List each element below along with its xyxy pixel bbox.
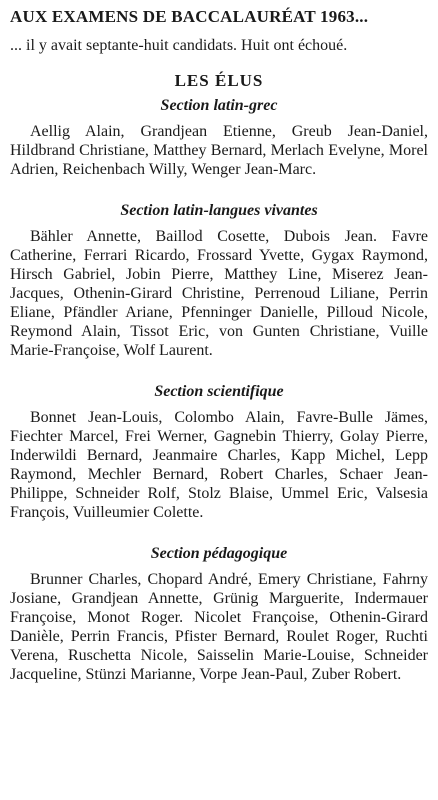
section-title: Section scientifique xyxy=(154,383,284,400)
section-scientifique xyxy=(10,382,428,522)
page-header: AUX EXAMENS DE BACCALAURÉAT 1963... xyxy=(10,7,369,26)
section-pedagogique xyxy=(10,544,428,684)
section-names: Aellig Alain, Grandjean Etienne, Greub Jean-Daniel, Hildbrand Christiane, Matthey Bernard, Merlach Evelyne, Morel Adrien, Reichenbach Willy, Wenger Jean-Marc. xyxy=(10,123,428,178)
section-names: Brunner Charles, Chopard André, Emery Christiane, Fahrny Josiane, Grandjean Annette, Grünig Marguerite, Indermauer Françoise, Monot Roger. Nicolet Françoise, Othenin-Girard Danièle, Perrin Francis, Pfister Bernard, Roulet Roger, Ruchti Verena, Ruschetta Nicole, Saisselin Marie-Louise, Schneider Jacqueline, Stünzi Marianne, Vorpe Jean-Paul, Zuber Robert. xyxy=(10,571,428,683)
intro-paragraph: ... il y avait septante-huit candidats. Huit ont échoué. xyxy=(10,37,348,54)
section-title: Section latin-grec xyxy=(160,97,278,114)
section-latin-grec xyxy=(10,96,428,179)
section-title: Section latin-langues vivantes xyxy=(120,202,318,219)
elus-heading: LES ÉLUS xyxy=(174,71,264,90)
section-title: Section pédagogique xyxy=(150,545,288,562)
section-names: Bonnet Jean-Louis, Colombo Alain, Favre-Bulle Jämes, Fiechter Marcel, Frei Werner, Gagnebin Thierry, Golay Pierre, Inderwildi Bernard, Jeanmaire Charles, Kapp Michel, Lepp Raymond, Mechler Bernard, Robert Charles, Schaer Jean-Philippe, Schneider Rolf, Stolz Blaise, Ummel Eric, Valsesia François, Vuilleumier Colette. xyxy=(10,409,428,521)
section-latin-langues-vivantes xyxy=(10,201,428,360)
section-names: Bähler Annette, Baillod Cosette, Dubois Jean. Favre Catherine, Ferrari Ricardo, Frossard Yvette, Gygax Raymond, Hirsch Gabriel, Jobin Pierre, Matthey Line, Miserez Jean-Jacques, Othenin-Girard Christine, Perrenoud Liliane, Perrin Eliane, Pfändler Ariane, Pfenninger Danielle, Pilloud Nicole, Reymond Alain, Tissot Eric, von Gunten Christiane, Vuille Marie-Françoise, Wolf Laurent. xyxy=(10,228,428,359)
